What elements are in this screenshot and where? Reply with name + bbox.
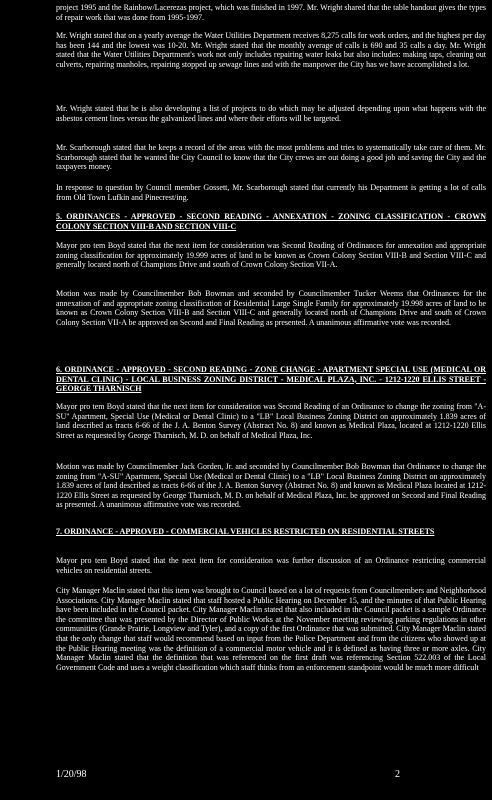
paragraph-project-list: Mr. Wright stated that he is also developing a list of projects to do which may be adjusted depending upon what happens with the asbestos cement lines versus the galvanized lines and where their efforts will be targeted.: [56, 104, 486, 123]
paragraph-item-7-intro: Mayor pro tem Boyd stated that the next item for consideration was further discussion of an Ordinance restricting commercial vehicles on residential streets.: [56, 556, 486, 575]
paragraph-item-6-motion: Motion was made by Councilmember Jack Gorden, Jr. and seconded by Councilmember Bob Bowman that Ordinance to change the zoning from "A-SU" Apartment, Special Use (Medical or Dental Clinic) to a "LB" Local Business Zoning District on approximately 1.839 acres of land described as tracts 6-66 of the J. A. Benton Survey (Abstract No. 8) and known as Medical Plaza located at 1212-1220 Ellis Street as requested by George Tharnisch, M. D. on behalf of Medical Plaza, Inc. be approved on Second and Final Reading as presented. A unanimous affirmative vote was recorded.: [56, 462, 486, 510]
item-5-heading: 5. ORDINANCES - APPROVED - SECOND READING - ANNEXATION - ZONING CLASSIFICATION - CROWN COLONY SECTION VIII-B AND SECTION VIII-C: [56, 212, 486, 231]
paragraph-gossett-question: In response to question by Council member Gossett, Mr. Scarborough stated that currently his Department is getting a lot of calls from Old Town Lufkin and Pinecrest/ing.: [56, 183, 486, 202]
footer-date: 1/20/98: [56, 769, 87, 780]
item-6-heading: 6. ORDINANCE - APPROVED - SECOND READING - ZONE CHANGE - APARTMENT SPECIAL USE (MEDICAL OR DENTAL CLINIC) - LOCAL BUSINESS ZONING DISTRICT - MEDICAL PLAZA, INC. - 1212-1220 ELLIS STREET - GEORGE THARNISCH: [56, 365, 486, 394]
paragraph-item-5-motion: Motion was made by Councilmember Bob Bowman and seconded by Councilmember Tucker Weems that Ordinances for the annexation of and appropriate zoning classification of Residential Large Single Family for approximately 19.998 acres of land to be known as Crown Colony Section VIII-B and Section VIII-C and generally located north of Champions Drive and south of Crown Colony Section VII-A be approved on Second and Final Reading as presented. A unanimous affirmative vote was recorded.: [56, 289, 486, 327]
paragraph-item-6-intro: Mayor pro tem Boyd stated that the next item for consideration was Second Reading of an Ordinance to change the zoning from "A-SU" Apartment, Special Use (Medical or Dental Clinic) to a "LB" Local Business Zoning District on approximately 1.839 acres of land described as tracts 6-66 of the J. A. Benton Survey (Abstract No. 8) and known as Medical Plaza, located at 1212-1220 Ellis Street as requested by George Tharnisch, M. D. on behalf of Medical Plaza, Inc.: [56, 402, 486, 440]
paragraph-repair-history: project 1995 and the Rainbow/Lacerezas project, which was finished in 1997. Mr. Wright shared that the table handout gives the types of repair work that was done from 1995-1997.: [56, 3, 486, 22]
paragraph-work-orders: Mr. Wright stated that on a yearly average the Water Utilities Department receives 8,275 calls for work orders, and the highest per day has been 144 and the lowest was 10-20. Mr. Wright stated that the monthly average of calls is 690 and 35 calls a day. Mr. Wright stated that the Water Utilities Department's work not only includes repairing water leaks but also includes: making taps, cleaning out culverts, repairing manholes, repairing stopped up sewage lines and with the manpower the City has we have accomplished a lot.: [56, 31, 486, 69]
paragraph-scarborough: Mr. Scarborough stated that he keeps a record of the areas with the most problems and tries to systematically take care of them. Mr. Scarborough stated that he wanted the City Council to know that the City crews are out doing a good job and saving the City and the taxpayers money.: [56, 143, 486, 172]
item-7-heading: 7. ORDINANCE - APPROVED - COMMERCIAL VEHICLES RESTRICTED ON RESIDENTIAL STREETS: [56, 527, 435, 536]
paragraph-city-manager: City Manager Maclin stated that this item was brought to Council based on a lot of requests from Councilmembers and Neighborhood Associations. City Manager Maclin stated that staff hosted a Public Hearing on December 15, and the minutes of that Public Hearing have been included in the Council packet. City Manager Maclin stated that also included in the Council packet is a sample Ordinance the committee that was presented by the Director of Public Works at the November meeting reviewing parking regulations in other communities (Grande Prairie, Longview and Tyler), and a copy of the first Ordinance that was submitted. City Manager Maclin stated that the only change that staff would recommend based on input from the Police Department and from the citizens who showed up at the Public Hearing meeting was the definition of a commercial motor vehicle and it is defined as having three or more axles. City Manager Maclin stated that the definition that was referenced on the first draft was referencing Section 522.003 of the Local Government Code and uses a weight classification which staff thinks from an enforcement standpoint would be much more difficult: [56, 586, 486, 672]
paragraph-item-5-intro: Mayor pro tem Boyd stated that the next item for consideration was Second Reading of Ordinances for annexation and appropriate zoning classification for approximately 19.999 acres of land to be known as Crown Colony Section VIII-B and Section VIII-C and generally located north of Champions Drive and south of Crown Colony Section VII-A.: [56, 241, 486, 270]
footer-page-number: 2: [395, 769, 400, 780]
